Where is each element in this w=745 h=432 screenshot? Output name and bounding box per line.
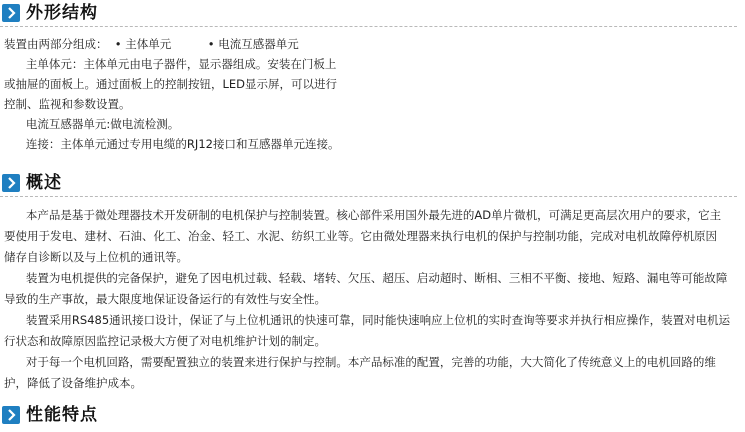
paragraph-line: 导致的生产事故，最大限度地保证设备运行的有效性与安全性。 bbox=[4, 292, 326, 306]
paragraph-line: 电流互感器单元:做电流检测。 bbox=[4, 117, 180, 131]
paragraph-line: 控制、监视和参数设置。 bbox=[4, 97, 131, 111]
section-divider bbox=[0, 196, 737, 197]
paragraph-line: 主单体元：主体单元由电子器件，显示器组成。安装在门板上 bbox=[4, 57, 337, 71]
paragraph-line: 要使用于发电、建材、石油、化工、冶金、轻工、水泥、纺织工业等。它由微处理器来执行电机的保护与控制功能，完成对电机故障停机原因 bbox=[4, 229, 717, 243]
section-title: 性能特点 bbox=[26, 405, 98, 425]
chevron-right-icon bbox=[2, 406, 20, 424]
section-divider bbox=[0, 26, 737, 27]
section-title: 外形结构 bbox=[26, 3, 98, 23]
section-title: 概述 bbox=[26, 173, 62, 193]
paragraph-line: 装置采用RS485通讯接口设计，保证了与上位机通讯的快速可靠，同时能快速响应上位机的实时查询等要求并执行相应操作，装置对电机运 bbox=[4, 313, 731, 327]
paragraph-line: 储存自诊断以及与上位机的通讯等。 bbox=[4, 250, 188, 264]
paragraph-line: 行状态和故障原因监控记录极大方便了对电机维护计划的制定。 bbox=[4, 334, 326, 348]
paragraph-line: 装置为电机提供的完备保护，避免了因电机过载、轻载、堵转、欠压、超压、启动超时、断相、三相不平衡、接地、短路、漏电等可能故障 bbox=[4, 271, 728, 285]
paragraph-line: 或抽屉的面板上。通过面板上的控制按钮，LED显示屏，可以进行 bbox=[4, 77, 338, 91]
paragraph-line: 护，降低了设备维护成本。 bbox=[4, 376, 142, 390]
section-header-structure bbox=[0, 2, 745, 26]
section-header-overview bbox=[0, 172, 745, 196]
chevron-right-icon bbox=[2, 4, 20, 22]
paragraph-line: 本产品是基于微处理器技术开发研制的电机保护与控制装置。核心部件采用国外最先进的AD单片微机，可满足更高层次用户的要求，它主 bbox=[4, 208, 722, 222]
chevron-right-icon bbox=[2, 174, 20, 192]
section-header-features bbox=[0, 404, 745, 428]
paragraph-line: 装置由两部分组成： • 主体单元 • 电流互感器单元 bbox=[4, 37, 299, 51]
paragraph-line: 连接：主体单元通过专用电缆的RJ12接口和互感器单元连接。 bbox=[4, 137, 340, 151]
paragraph-line: 对于每一个电机回路，需要配置独立的装置来进行保护与控制。本产品标准的配置，完善的功能，大大简化了传统意义上的电机回路的维 bbox=[4, 355, 716, 369]
